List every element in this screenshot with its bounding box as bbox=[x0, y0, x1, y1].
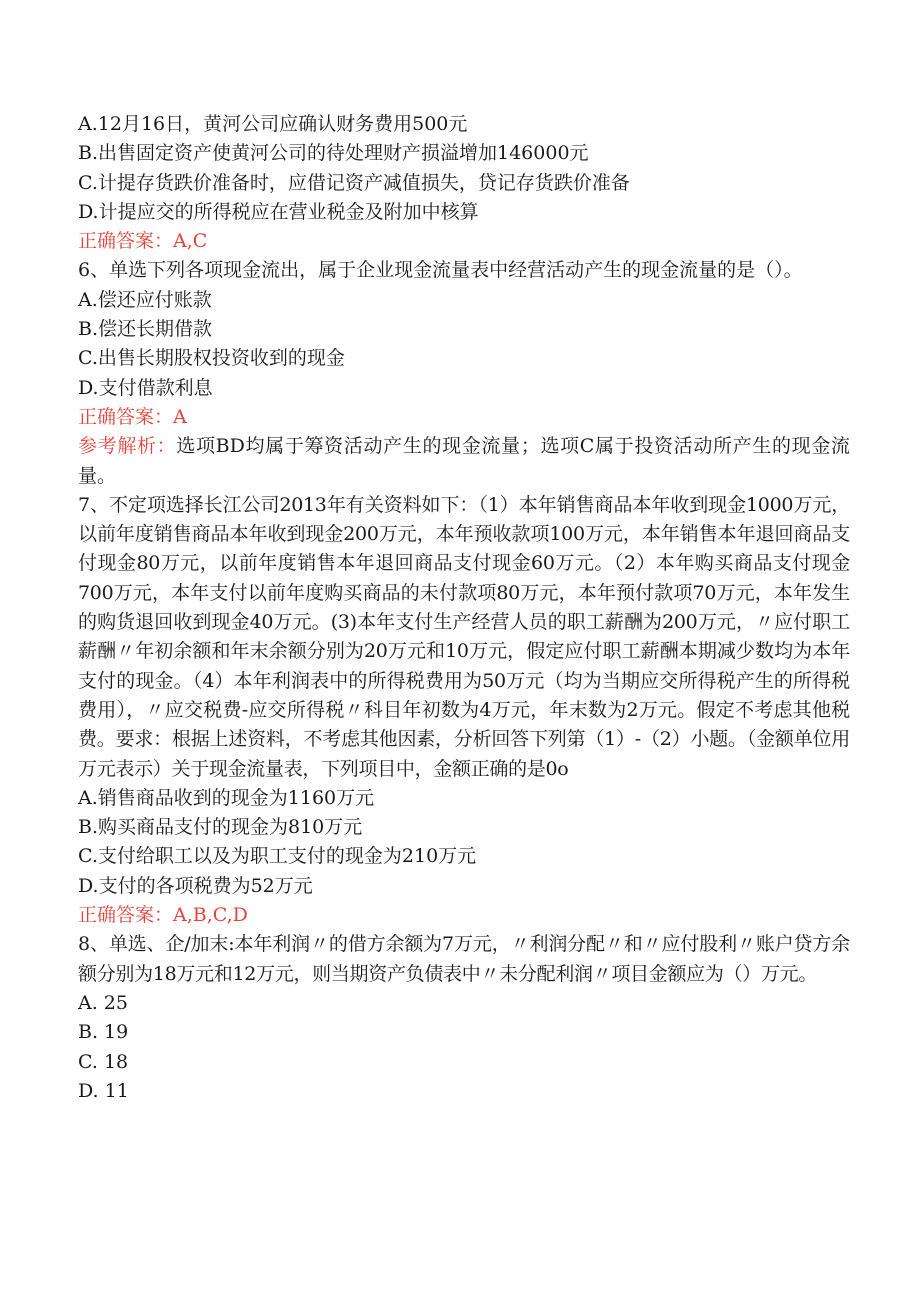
analysis-text: 选项BD均属于筹资活动产生的现金流量；选项C属于投资活动所产生的现金流量。 bbox=[78, 435, 850, 487]
q6-option-d: D.支付借款利息 bbox=[78, 376, 213, 399]
q8-option-b: B. 19 bbox=[78, 1021, 129, 1044]
q5-option-b: B.出售固定资产使黄河公司的待处理财产损溢增加146000元 bbox=[78, 142, 589, 165]
answer-label: 正确答案： bbox=[78, 904, 174, 927]
analysis-label: 参考解析： bbox=[78, 435, 177, 458]
q6-answer bbox=[78, 403, 850, 432]
q8-option-c: C. 18 bbox=[78, 1050, 129, 1073]
answer-label: 正确答案： bbox=[78, 405, 174, 428]
answer-value: A bbox=[173, 405, 187, 428]
document-content bbox=[78, 110, 850, 1106]
q6-option-a: A.偿还应付账款 bbox=[78, 288, 212, 311]
q6-analysis bbox=[78, 432, 850, 491]
q5-answer bbox=[78, 227, 850, 256]
answer-value: A,C bbox=[173, 230, 208, 253]
answer-label: 正确答案： bbox=[78, 230, 174, 253]
q5-option-a: A.12月16日，黄河公司应确认财务费用500元 bbox=[78, 113, 468, 135]
q6-stem: 6、单选下列各项现金流出，属于企业现金流量表中经营活动产生的现金流量的是（）。 bbox=[78, 259, 803, 282]
q5-option-c: C.计提存货跌价准备时，应借记资产减值损失，贷记存货跌价准备 bbox=[78, 171, 630, 194]
q6-option-b: B.偿还长期借款 bbox=[78, 318, 213, 341]
q5-option-d: D.计提应交的所得税应在营业税金及附加中核算 bbox=[78, 200, 479, 223]
q8-option-a: A. 25 bbox=[78, 991, 128, 1014]
q6-option-c: C.出售长期股权投资收到的现金 bbox=[78, 347, 345, 370]
q7-option-a: A.销售商品收到的现金为1160万元 bbox=[78, 786, 375, 809]
q8-option-d: D. 11 bbox=[78, 1079, 129, 1102]
q8-stem: 8、单选、企/加末:本年利润〃的借方余额为7万元，〃利润分配〃和〃应付股利〃账户贷方余额分别为18万元和12万元，则当期资产负债表中〃未分配利润〃项目金额应为（）万元。 bbox=[78, 933, 850, 985]
q7-option-d: D.支付的各项税费为52万元 bbox=[78, 874, 313, 897]
answer-value: A,B,C,D bbox=[173, 904, 248, 927]
q7-option-b: B.购买商品支付的现金为810万元 bbox=[78, 816, 363, 839]
q7-option-c: C.支付给职工以及为职工支付的现金为210万元 bbox=[78, 845, 477, 868]
q7-answer bbox=[78, 901, 850, 930]
q7-stem: 7、不定项选择长江公司2013年有关资料如下：（1）本年销售商品本年收到现金1000万元，以前年度销售商品本年收到现金200万元，本年预收款项100万元，本年销售本年退回商品支付现金80万元，以前年度销售本年退回商品支付现金60万元。（2）本年购买商品支付现金700万元，本年支付以前年度购买商品的未付款项80万元，本年预付款项70万元，本年发生的购货退回收到现金40万元。(3)本年支付生产经营人员的职工薪酬为200万元，〃应付职工薪酬〃年初余额和年末余额分别为20万元和10万元，假定应付职工薪酬本期减少数均为本年支付的现金。（4）本年利润表中的所得税费用为50万元（均为当期应交所得税产生的所得税费用），〃应交税费-应交所得税〃科目年初数为4万元，年末数为2万元。假定不考虑其他税费。要求：根据上述资料，不考虑其他因素，分析回答下列第（1）-（2）小题。（金额单位用万元表示）关于现金流量表，下列项目中，金额正确的是0o bbox=[78, 493, 850, 780]
